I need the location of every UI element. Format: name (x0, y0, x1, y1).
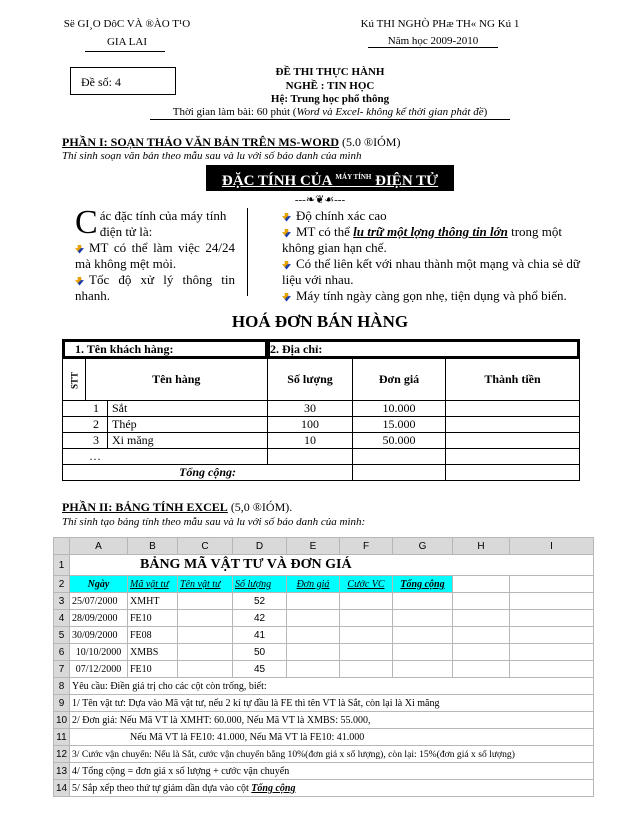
row-header[interactable]: 9 (54, 695, 70, 712)
sheet-row: 11 Nếu Mã VT là FE10: 41.000, Nếu Mã VT là FE10: 41.000 (54, 729, 594, 746)
right-bullet: Máy tính ngày càng gọn nhẹ, tiện dụng và phổ biến. (282, 288, 584, 304)
sheet-row: 3 25/07/2000 XMHT 52 (54, 593, 594, 610)
sheet-row: 4 28/09/2000 FE10 42 (54, 610, 594, 627)
select-all-corner[interactable] (54, 538, 70, 555)
column-header[interactable]: I (510, 538, 594, 555)
province-name: GIA LAI (106, 36, 148, 48)
row-header[interactable]: 8 (54, 678, 70, 695)
row-header[interactable]: 11 (54, 729, 70, 746)
col-qty: Số lượng (268, 359, 353, 401)
arrow-bullet-icon (282, 261, 291, 270)
sheet-title[interactable]: BẢNG MÃ VẬT TƯ VÀ ĐƠN GIÁ (70, 555, 594, 576)
sheet-row: 14 5/ Sắp xếp theo thứ tự giảm dần dựa vào cột Tổng cộng (54, 780, 594, 797)
col-total: Thành tiền (446, 359, 580, 401)
part1-heading: PHẦN I: SOẠN THẢO VĂN BẢN TRÊN MS-WORD (5.0 ®IÓM) (62, 135, 401, 149)
row-header[interactable]: 13 (54, 763, 70, 780)
col-stt: STT (63, 359, 86, 401)
table-row: … (63, 449, 580, 465)
sheet-row: 5 30/09/2000 FE08 41 (54, 627, 594, 644)
col-price: Đơn giá (353, 359, 446, 401)
right-bullet: Độ chính xác cao (282, 208, 584, 224)
column-header[interactable]: B (128, 538, 178, 555)
department-name: Së GI¸O DôC VÀ ®ÀO T¹O (63, 18, 191, 30)
row-header[interactable]: 3 (54, 593, 70, 610)
table-row: 1 Sắt 30 10.000 (63, 401, 580, 417)
arrow-bullet-icon (75, 245, 84, 254)
column-header[interactable]: H (453, 538, 510, 555)
table-row: 2 Thép 100 15.000 (63, 417, 580, 433)
exam-name: Kú THI NGHÒ PHæ TH« NG Kú 1 (360, 18, 520, 30)
right-bullet: Có thể liên kết với nhau thành một mạng và chia sẻ dữ liệu với nhau. (282, 256, 580, 287)
sheet-row: 7 07/12/2000 FE10 45 (54, 661, 594, 678)
right-column (282, 208, 584, 304)
excel-sheet (53, 537, 594, 797)
drop-cap: C (75, 204, 98, 241)
right-bullet: MT có thể lu trữ một lợng thông tin lớn trong một không gian hạn chế. (282, 224, 563, 255)
exam-subject: NGHỀ : TIN HỌC (285, 80, 375, 92)
left-bullet: Tốc độ xử lý thông tin nhanh. (75, 272, 235, 303)
column-header[interactable]: C (178, 538, 233, 555)
banner: ĐẶC TÍNH CỦA $^{MÁY TÍNH}$ ĐIỆN TỬ (206, 165, 454, 191)
sheet-row: 12 3/ Cước vận chuyển: Nếu là Sắt, cước vận chuyển bằng 10%(đơn giá x số lượng), còn lại: 15%(đơn giá x số lượng) (54, 746, 594, 763)
sheet-row: 10 2/ Đơn giá: Nếu Mã VT là XMHT: 60.000, Nếu Mã VT là XMBS: 55.000, (54, 712, 594, 729)
column-header[interactable]: A (70, 538, 128, 555)
sheet-row: 9 1/ Tên vật tư: Dựa vào Mã vật tư, nếu 2 kí tự đầu là FE thì tên VT là Sắt, còn lại là Xi măng (54, 695, 594, 712)
column-header[interactable]: G (393, 538, 453, 555)
column-header[interactable]: F (340, 538, 393, 555)
row-header[interactable]: 2 (54, 576, 70, 593)
arrow-bullet-icon (282, 213, 291, 222)
invoice-customer-row: 1. Tên khách hàng: 2. Địa chỉ: (63, 340, 580, 359)
column-header-row (54, 538, 594, 555)
row-header[interactable]: 4 (54, 610, 70, 627)
column-divider (247, 208, 248, 296)
arrow-bullet-icon (282, 229, 291, 238)
invoice-table (62, 339, 580, 481)
exam-level: Hệ: Trung học phổ thông (270, 93, 390, 105)
exam-title: ĐỀ THI THỰC HÀNH (275, 66, 385, 78)
column-header[interactable]: D (233, 538, 287, 555)
sheet-row: 13 4/ Tổng cộng = đơn giá x số lượng + cước vận chuyển (54, 763, 594, 780)
school-year: Năm học 2009-2010 (368, 35, 498, 48)
row-header[interactable]: 6 (54, 644, 70, 661)
row-header[interactable]: 7 (54, 661, 70, 678)
arrow-bullet-icon (282, 293, 291, 302)
arrow-bullet-icon (75, 277, 84, 286)
part1-instruction: Thí sinh soạn văn bản theo mẫu sau và lu với số báo danh của mình (62, 150, 362, 162)
exam-number-box: Đề số: 4 (70, 67, 176, 95)
row-header[interactable]: 10 (54, 712, 70, 729)
invoice-sum-row: Tổng cộng: (63, 465, 580, 481)
sheet-row (54, 555, 594, 576)
exam-time: Thời gian làm bài: 60 phút (Word và Excel- không kể thời gian phát đề) (150, 106, 510, 120)
left-column: Các đặc tính của máy tính điện tử là: MT có thể làm việc 24/24 mà không mệt mỏi. Tốc độ xử lý thông tin nhanh. (75, 204, 235, 303)
row-header[interactable]: 1 (54, 555, 70, 576)
col-name: Tên hàng (85, 359, 268, 401)
left-bullet: MT có thể làm việc 24/24 mà không mệt mỏi. (75, 240, 235, 271)
column-header[interactable]: E (287, 538, 340, 555)
table-row: 3 Xi măng 10 50.000 (63, 433, 580, 449)
invoice-header-row (63, 359, 580, 401)
row-header[interactable]: 12 (54, 746, 70, 763)
row-header[interactable]: 5 (54, 627, 70, 644)
part2-instruction: Thí sinh tạo bảng tính theo mẫu sau và lu với số báo danh của mình: (62, 516, 366, 528)
sheet-row: 6 10/10/2000 XMBS 50 (54, 644, 594, 661)
province-underline (85, 51, 165, 52)
sheet-header-row: 2 Ngày Mã vật tư Tên vật tư Số lượng Đơn giá Cước VC Tổng cộng (54, 576, 594, 593)
row-header[interactable]: 14 (54, 780, 70, 797)
part2-heading: PHẦN II: BẢNG TÍNH EXCEL (5,0 ®IÓM). (62, 500, 293, 514)
invoice-title: HOÁ ĐƠN BÁN HÀNG (231, 312, 409, 331)
sheet-row: 8 Yêu cầu: Điền giá trị cho các cột còn trống, biết: (54, 678, 594, 695)
ornament: ---❧❦☙--- (294, 194, 346, 206)
